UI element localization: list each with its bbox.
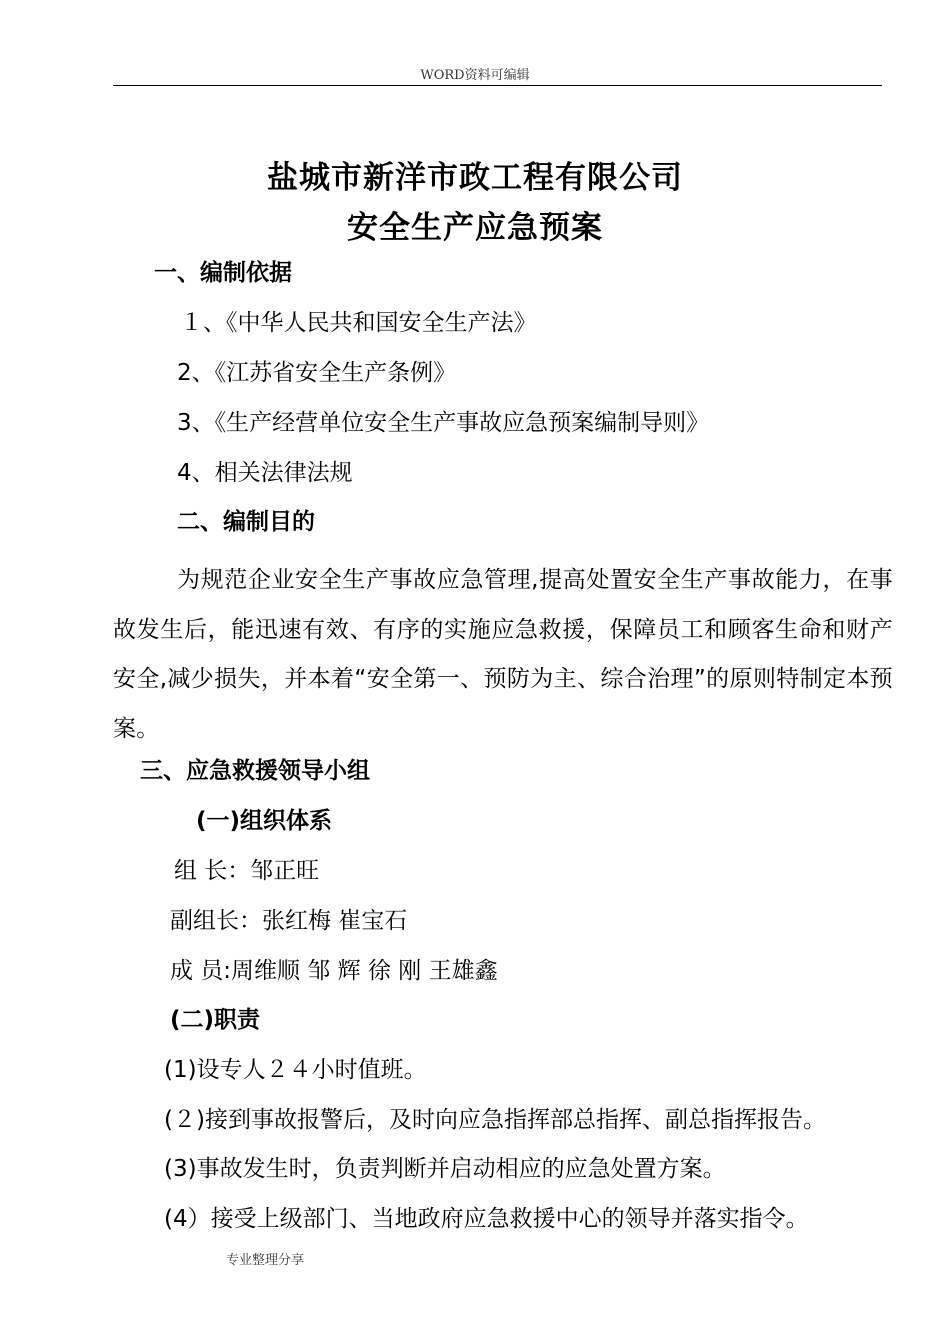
subsection-heading-organization: (一)组织体系 — [196, 808, 333, 834]
page-footer: 专业整理分享 — [226, 1253, 305, 1268]
header-rule — [113, 85, 882, 86]
purpose-paragraph: 为规范企业安全生产事故应急管理,提高处置安全生产事故能力，在事故发生后，能迅速有效、有序的实施应急救援，保障员工和顾客生命和财产安全,减少损失，并本着“安全第一、预防为主、综合治理”的原则特制定本预案。 — [113, 567, 893, 743]
duty-item: (1)设专人２４小时值班。 — [164, 1057, 427, 1083]
basis-item: 2、《江苏省安全生产条例》 — [177, 360, 457, 386]
members-line: 成 员:周维顺 邹 辉 徐 刚 王雄鑫 — [170, 958, 498, 984]
duty-item: (4）接受上级部门、当地政府应急救援中心的领导并落实指令。 — [164, 1206, 809, 1232]
document-title: 盐城市新洋市政工程有限公司 — [267, 160, 683, 196]
leader-line: 组 长：邹正旺 — [174, 858, 320, 884]
section-heading-leadership: 三、应急救援领导小组 — [140, 758, 370, 784]
duty-item: (3)事故发生时，负责判断并启动相应的应急处置方案。 — [164, 1156, 726, 1182]
deputy-line: 副组长：张红梅 崔宝石 — [170, 908, 408, 934]
basis-item: 4、相关法律法规 — [177, 460, 353, 486]
page-header: WORD资料可编辑 — [420, 68, 530, 83]
document-subtitle: 安全生产应急预案 — [347, 210, 603, 246]
section-heading-basis: 一、编制依据 — [154, 260, 292, 286]
subsection-heading-duties: (二)职责 — [170, 1007, 261, 1033]
duty-item: (２)接到事故报警后，及时向应急指挥部总指挥、副总指挥报告。 — [164, 1107, 826, 1133]
basis-item: 3、《生产经营单位安全生产事故应急预案编制导则》 — [177, 410, 710, 436]
section-heading-purpose: 二、编制目的 — [177, 509, 315, 535]
basis-item: １、《中华人民共和国安全生产法》 — [180, 310, 537, 336]
